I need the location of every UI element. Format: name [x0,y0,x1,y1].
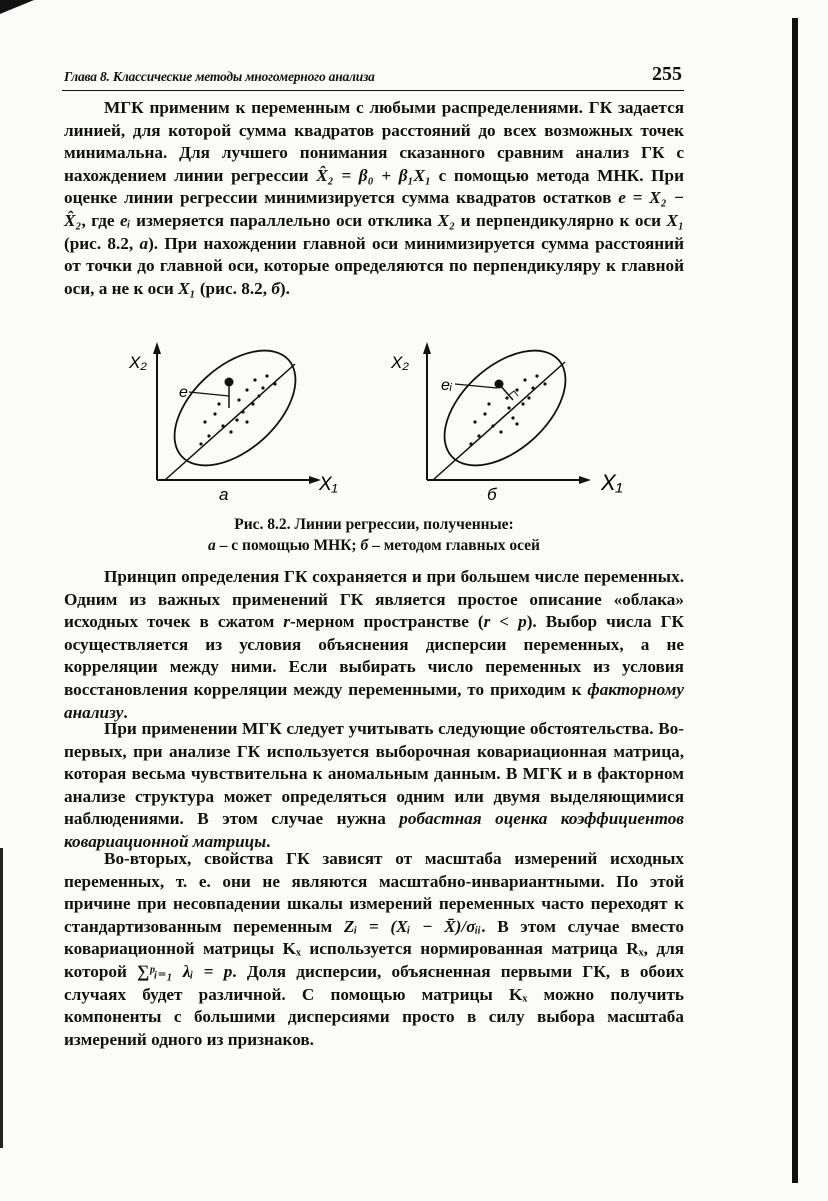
panel-ref-b: б [271,278,280,298]
text: . [266,831,271,851]
panel-b [390,329,623,504]
text: Принцип определения ГК сохраняется и при большем числе переменных. Одним из важных применений ГК является простое описание «облака» исходных точек в сжатом [64,567,684,632]
emphasis: факторному анализу [64,679,684,722]
x-axis-arrow [579,476,591,484]
panel-a [128,329,338,504]
text: . [123,702,128,722]
corner-mark [0,0,34,14]
symbol-r: r [283,612,290,632]
text: МГК применим к переменным с любыми распределениями. ГК задается линией, для которой сумма квадратов расстояний до всех возможных точек минимальна. Для лучшего понимания сказанного сравним анализ ГК с нахождением линии регрессии [64,98,684,185]
y-axis-arrow [423,342,431,354]
x-axis-label: X₁ [601,470,623,495]
page-number: 255 [652,63,682,85]
text: – с помощью МНК; [215,537,361,554]
text: ). Выбор числа ГК осуществляется из условия объяснения дисперсии переменных, а не корреляции между ними. Если выбирать число переменных из условия восстановления корреляции между переменными, то приходим к [64,612,684,699]
matrix-kx: Kₓ [282,939,301,959]
page-header [62,64,684,91]
text: Во-вторых, свойства ГК зависят от масштаба измерений исходных переменных, т. е. они не являются масштабно-инвариантными. По этой причине при несовпадении шкалы измерений переменных часто переходят к стандартизованным переменным [64,849,684,936]
text: ). [279,278,290,298]
formula-residual: e = X₂ − X̂₂ [64,188,685,230]
matrix-kx: Kₓ [509,984,528,1004]
inequality-r-p: r < p [483,612,527,632]
formula-eigen-sum: ∑ᵖᵢ₌₁ λᵢ = p [137,961,233,981]
paragraph-4 [64,848,684,1051]
chapter-title: Глава 8. Классические методы многомерного анализа [64,69,375,84]
residual-label: eᵢ [441,377,452,394]
residual-label: e [179,384,188,401]
scan-edge-right [792,18,798,1183]
formula-standardization: Zᵢ = (Xᵢ − X̄)/σᵢᵢ [343,916,482,936]
scan-edge-left [0,848,3,1148]
text: и перпендикулярно к оси [455,210,667,230]
figure-8-2 [129,340,635,515]
figure-caption [64,514,684,556]
paragraph-3 [64,718,684,854]
scatter-points [469,374,546,445]
caption-line-2 [64,535,684,556]
data-ellipse [423,329,586,488]
symbol-x1: X₁ [666,210,684,230]
paragraph-2 [64,566,684,724]
text: , где [81,210,121,230]
text: с помощью метода МНК. При оценке линии регрессии минимизируется сумма квадратов остатков [64,165,684,208]
data-ellipse [153,329,316,488]
formula-regression: X̂₂ = β₀ + β₁X₁ [316,165,431,185]
text: ). При нахождении главной оси минимизируется сумма расстояний от точки до главной оси, которые определяются по перпендикуляру к главной оси, а не к оси [64,233,684,298]
text: При применении МГК следует учитывать следующие обстоятельства. Во-первых, при анализе ГК используется выборочная ковариационная матрица, которая весьма чувствительна к аномальным данным. В МГК и в факторном анализе структура может определяться одним или двумя выделяющимися наблюдениями. В этом случае нужна [64,719,684,829]
y-axis-arrow [153,342,161,354]
text: б [360,537,369,554]
text: , для которой [64,939,685,981]
text: (рис. 8.2, [64,233,140,253]
text: . Доля дисперсии, объясненная первыми ГК, в обоих случаях будет различной. С помощью матрицы [64,961,684,1004]
caption-line-1: Рис. 8.2. Линии регрессии, полученные: [234,516,514,533]
paragraph-1 [64,97,684,300]
text: можно получить компоненты с большими дисперсиями просто в силу выбора масштаба измерений одного из признаков. [64,984,684,1049]
text: – методом главных осей [368,537,540,554]
symbol-x2: X₂ [437,210,456,230]
text: (рис. 8.2, [195,278,272,298]
text: . В этом случае вместо ковариационной матрицы [64,916,684,959]
emphasis: робастная оценка коэффициентов ковариационной матрицы [64,809,684,851]
matrix-rx: Rₓ [626,939,644,959]
y-axis-label: X₂ [129,353,147,372]
text: используется нормированная матрица [300,939,627,959]
scatter-points [199,374,276,445]
text: измеряется параллельно оси отклика [130,210,438,230]
text: а [208,537,216,554]
y-axis-label: X₂ [391,353,409,372]
symbol-ei: eᵢ [120,210,131,230]
x-axis-label: X₁ [319,474,338,495]
panel-label-b: б [487,485,497,504]
symbol-x1: X₁ [178,278,196,298]
panel-ref-a: а [139,233,149,253]
panel-label-a: а [219,485,229,504]
text: -мерном пространстве ( [289,612,484,632]
